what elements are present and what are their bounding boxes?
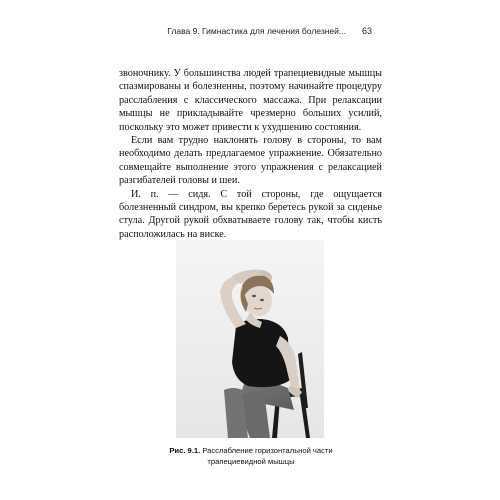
figure-caption-text: Расслабление горизонтальной части трапециевидной мышцы — [202, 446, 333, 466]
paragraph: Если вам трудно наклонять голову в стороны, то вам необходимо делать предлагаемое упражнение. Обязательно совмещайте выполнение этого упражнения с релаксацией разгибателей головы и шеи. — [119, 135, 382, 187]
page-number: 63 — [361, 26, 372, 36]
body-text — [119, 67, 382, 241]
figure-caption — [140, 445, 362, 467]
paragraph: И. п. — сидя. С той стороны, где ощущается болезненный синдром, вы крепко беретесь рукой за сиденье стула. Другой рукой обхватываете голову так, чтобы кисть расположилась на виске. — [119, 188, 382, 240]
exercise-photo — [176, 240, 324, 438]
figure-label: Рис. 9.1. — [169, 446, 201, 455]
chapter-title: Глава 9. Гимнастика для лечения болезней... — [167, 26, 346, 36]
woman-seated-photo — [176, 240, 324, 438]
paragraph: звоночнику. У большинства людей трапециевидные мышцы спазмированы и болезненны, поэтому начинайте процедуру расслабления с классического массажа. При релаксации мышцы не прикладывайте чрезмерно больших усилий, поскольку это может привести к ухудшению состояния. — [119, 68, 382, 133]
running-head — [167, 24, 372, 38]
